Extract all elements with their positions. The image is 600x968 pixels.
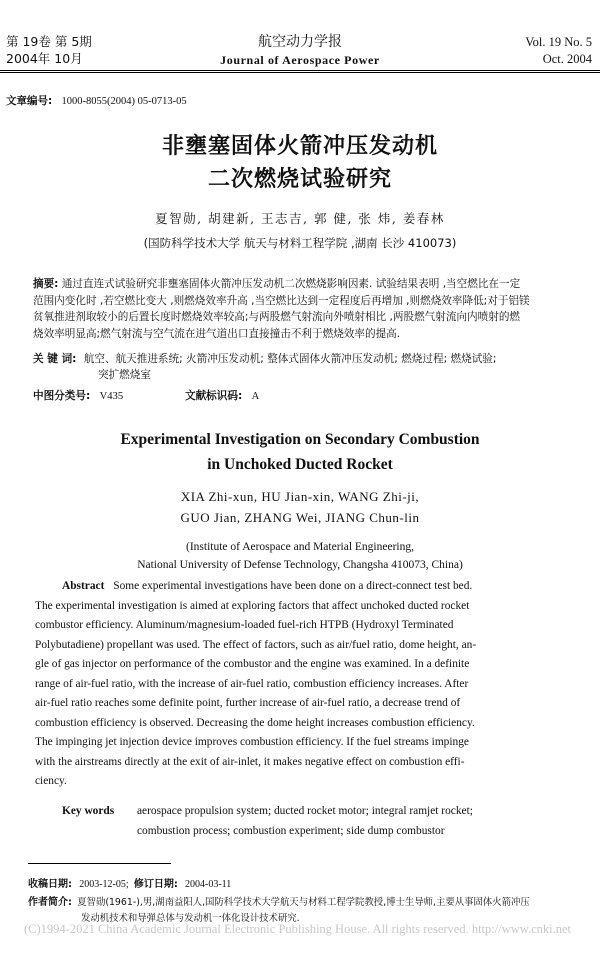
abstract-cn-line: 贫氧推进剂取较小的后置长度时燃烧效率较高;与两股燃气射流向外喷射相比 ,两股燃气射流向内喷射的燃 [33, 311, 521, 324]
abstract-cn-line: 范围内变化时 ,若空燃比变大 ,则燃烧效率升高 ,当空燃比达到一定程度后再增加 ,则燃烧效率降低;对于铝镁 [33, 294, 530, 307]
date-en: Oct. 2004 [542, 52, 592, 66]
keywords-en-label-text: Key words [62, 805, 115, 817]
abstract-cn [33, 276, 588, 342]
authors-en-line1: XIA Zhi-xun, HU Jian-xin, WANG Zhi-ji, [180, 489, 420, 504]
abstract-en-line: Polybutadiene) propellant was used. The effect of factors, such as air/fuel ratio, dome height, an- [35, 638, 477, 651]
affiliation-cn: (国防科学技术大学 航天与材料工程学院 ,湖南 长沙 410073) [143, 236, 457, 250]
abstract-en-first-line [62, 577, 592, 597]
header-rule [0, 70, 600, 71]
abstract-en-line: combustor efficiency. Aluminum/magnesium-loaded fuel-rich HTPB (Hydroxyl Terminated [35, 619, 454, 631]
authors-en-line2: GUO Jian, ZHANG Wei, JIANG Chun-lin [180, 510, 420, 525]
clc-number [33, 389, 123, 404]
author-bio-label: 作者简介: [28, 897, 72, 908]
received-value: 2003-12-05; [79, 879, 129, 890]
document-code [185, 389, 259, 404]
title-cn-line1: 非壅塞固体火箭冲压发动机 [161, 134, 438, 159]
journal-name-cn: 航空动力学报 [258, 34, 342, 50]
abstract-en-label: Abstract [62, 580, 105, 592]
volume-issue-en: Vol. 19 No. 5 [525, 35, 592, 49]
volume-issue-cn: 第 19卷 第 5期 [6, 34, 92, 49]
abstract-cn-line [33, 276, 588, 293]
abstract-cn-label: 摘要: [33, 278, 59, 290]
abstract-en-body [35, 597, 593, 792]
footnote-rule [28, 863, 171, 864]
abstract-en-line: air-fuel ratio reaches some definite point, further increase of air-fuel ratio, a decrease trend of [35, 697, 461, 709]
title-cn-line2: 二次燃烧试验研究 [207, 167, 392, 192]
abstract-en-line: range of air-fuel ratio, with the increase of air-fuel ratio, combustion efficiency increases. After [35, 677, 469, 690]
date-cn: 2004年 10月 [6, 51, 83, 66]
article-number-value: 1000-8055(2004) 05-0713-05 [61, 96, 187, 107]
abstract-en-line: gle of gas injector on performance of the combustor and the engine was examined. In a definite [35, 658, 470, 670]
author-bio [28, 895, 594, 911]
abstract-en-line: The experimental investigation is aimed at exploring factors that affect unchoked ducted rocket [35, 599, 470, 612]
keywords-cn-line1: 航空、航天推进系统; 火箭冲压发动机; 整体式固体火箭冲压发动机; 燃烧过程; 燃烧试验; [83, 353, 497, 365]
clc-label: 中图分类号: [33, 390, 91, 402]
keywords-cn-label: 关 键 词: [33, 353, 77, 365]
affiliation-en-line1: (Institute of Aerospace and Material Engineering, [185, 541, 414, 553]
journal-name-en: Journal of Aerospace Power [220, 53, 380, 67]
affiliation-en-line2: National University of Defense Technology, Changsha 410073, China) [137, 559, 463, 571]
abstract-en-line: with the airstreams directly at the exit of air-inlet, it makes negative effect on combustion effi- [35, 755, 465, 768]
author-bio-line2: 发动机技术和导弹总体与发动机一体化设计技术研究. [81, 913, 300, 924]
abstract-en-line: The impinging jet injection device improves combustion efficiency. If the fuel streams impinge [35, 736, 469, 748]
received-label: 收稿日期: [28, 879, 72, 890]
abstract-cn-text: 通过直连式试验研究非壅塞固体火箭冲压发动机二次燃烧影响因素. 试验结果表明 ,当空燃比在一定 [61, 278, 521, 290]
title-en-line2: in Unchoked Ducted Rocket [207, 456, 393, 473]
received-date [28, 877, 231, 893]
abstract-cn-line: 烧效率明显高;燃气射流与空气流在进气道出口直接撞击不利于燃烧效率的提高. [33, 327, 401, 340]
keywords-cn [33, 351, 496, 368]
abstract-en-line: combustion efficiency is observed. Decreasing the dome height increases combustion efficiency. [35, 716, 475, 729]
revised-value: 2004-03-11 [185, 879, 232, 890]
document-code-label: 文献标识码: [185, 390, 243, 402]
title-en-line1: Experimental Investigation on Secondary Combustion [120, 431, 480, 448]
revised-label: 修订日期: [133, 879, 178, 890]
article-number-label: 文章编号: [6, 95, 53, 107]
authors-cn: 夏智勋, 胡建新, 王志吉, 郭 健, 张 炜, 姜春林 [155, 211, 445, 226]
keywords-en-label [62, 802, 114, 822]
author-bio-line1: 夏智勋(1961-),男,湖南益阳人,国防科学技术大学航天与材料工程学院教授,博士生导师,主要从事固体火箭冲压 [77, 897, 530, 908]
clc-value: V435 [99, 391, 124, 402]
header-rule-2 [0, 72, 600, 73]
keywords-cn-line2: 突扩燃烧室 [98, 369, 151, 381]
abstract-en-line: ciency. [35, 775, 67, 787]
copyright-watermark: (C)1994-2021 China Academic Journal Electronic Publishing House. All rights reserved. http://www.cnki.net [24, 922, 572, 936]
abstract-en-text: Some experimental investigations have been done on a direct-connect test bed. [113, 580, 473, 592]
article-number [6, 94, 187, 109]
document-code-value: A [251, 391, 260, 402]
keywords-en-line1: aerospace propulsion system; ducted rocket motor; integral ramjet rocket; [137, 805, 473, 817]
keywords-en-line2: combustion process; combustion experiment; side dump combustor [137, 825, 445, 837]
